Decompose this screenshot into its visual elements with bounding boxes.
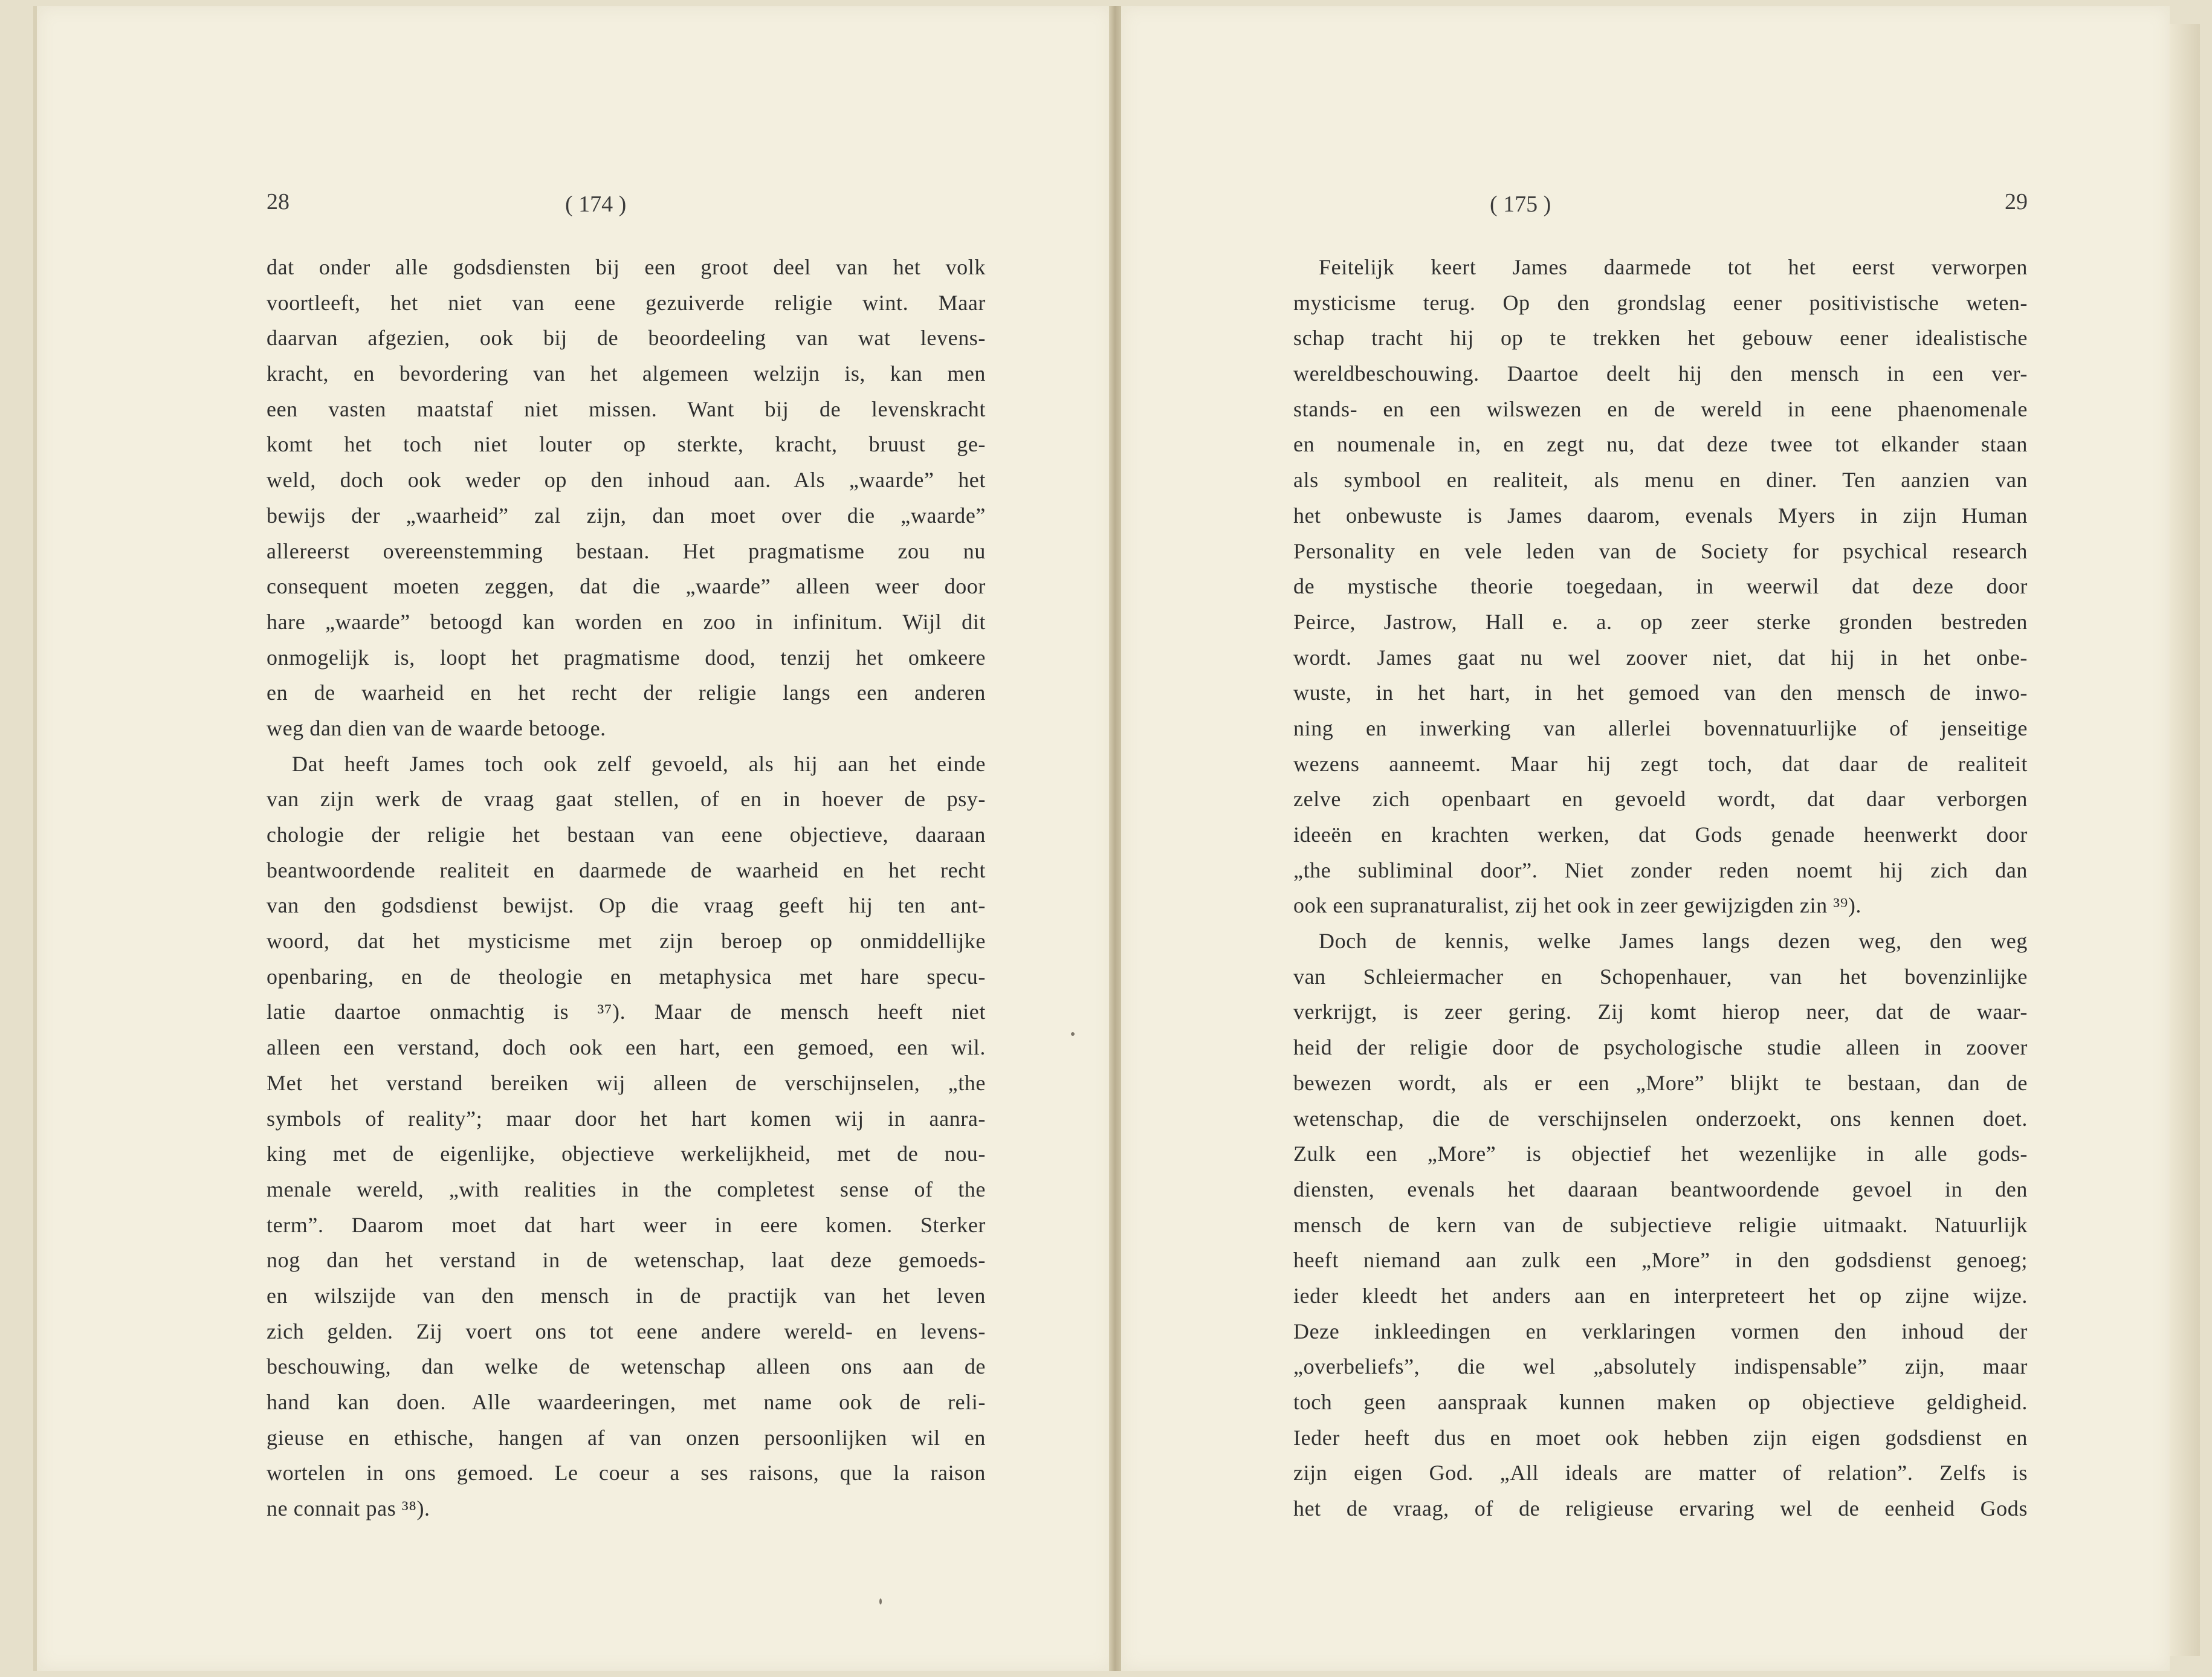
- text-line: ning en inwerking van allerlei bovennatuurlijke of jenseitige: [1293, 716, 2028, 740]
- text-line: stands- en een wilswezen en de wereld in eene phaenomenale: [1293, 396, 2028, 421]
- text-line: het de vraag, of de religieuse ervaring wel de eenheid Gods: [1293, 1496, 2028, 1521]
- text-line: openbaring, en de theologie en metaphysica met hare specu-: [267, 964, 986, 989]
- text-line: weld, doch ook weder op den inhoud aan. Als „waarde” het: [267, 468, 986, 493]
- text-line: mensch de kern van de subjectieve religie uitmaakt. Natuurlijk: [1293, 1212, 2028, 1237]
- text-line: daarvan afgezien, ook bij de beoordeeling van wat levens-: [267, 326, 986, 351]
- book-gutter: [1109, 6, 1122, 1671]
- left-bracket-number: ( 174 ): [565, 192, 627, 217]
- text-line: de mystische theorie toegedaan, in weerwil dat deze door: [1293, 574, 2028, 599]
- text-line: weg dan dien van de waarde betooge.: [267, 716, 606, 740]
- left-page-body-text: [267, 250, 986, 1527]
- text-line: voortleeft, het niet van eene gezuiverde religie wint. Maar: [267, 290, 986, 315]
- left-page-header: [267, 189, 998, 225]
- text-line: onmogelijk is, loopt het pragmatisme dood, tenzij het omkeere: [267, 645, 986, 670]
- text-line: Dat heeft James toch ook zelf gevoeld, als hij aan het einde: [292, 751, 986, 776]
- text-line: consequent moeten zeggen, dat die „waarde” alleen weer door: [267, 574, 986, 599]
- text-line: chologie der religie het bestaan van eene objectieve, daaraan: [267, 822, 986, 847]
- text-line: Feitelijk keert James daarmede tot het eerst verworpen: [1319, 255, 2028, 279]
- left-page-number: 28: [267, 189, 289, 215]
- text-line: beantwoordende realiteit en daarmede de waarheid en het recht: [267, 858, 986, 882]
- text-line: van den godsdienst bewijst. Op die vraag geeft hij ten ant-: [267, 893, 986, 918]
- text-line: term”. Daarom moet dat hart weer in eere komen. Sterker: [267, 1212, 986, 1237]
- text-line: mysticisme terug. Op den grondslag eener positivistische weten-: [1293, 290, 2028, 315]
- text-line: alleen een verstand, doch ook een hart, een gemoed, een wil.: [267, 1035, 986, 1060]
- text-line: zelve zich openbaart en gevoeld wordt, dat daar verborgen: [1293, 787, 2028, 812]
- paper-speck: [1071, 1032, 1075, 1036]
- text-line: menale wereld, „with realities in the completest sense of the: [267, 1177, 986, 1201]
- text-line: en wilszijde van den mensch in de practijk van het leven: [267, 1283, 986, 1308]
- text-line: wezens aanneemt. Maar hij zegt toch, dat daar de realiteit: [1293, 751, 2028, 776]
- text-line: bewijs der „waarheid” zal zijn, dan moet over die „waarde”: [267, 503, 986, 528]
- text-line: nog dan het verstand in de wetenschap, laat deze gemoeds-: [267, 1248, 986, 1273]
- left-page: [33, 6, 1113, 1671]
- text-line: en de waarheid en het recht der religie langs een anderen: [267, 680, 986, 705]
- right-page: [1121, 6, 2170, 1671]
- text-line: Ieder heeft dus en moet ook hebben zijn eigen godsdienst en: [1293, 1425, 2028, 1450]
- text-line: en noumenale in, en zegt nu, dat deze twee tot elkander staan: [1293, 432, 2028, 457]
- text-line: symbols of reality”; maar door het hart komen wij in aanra-: [267, 1106, 986, 1131]
- text-line: kracht, en bevordering van het algemeen welzijn is, kan men: [267, 361, 986, 386]
- text-line: hare „waarde” betoogd kan worden en zoo in infinitum. Wijl dit: [267, 609, 986, 634]
- text-line: van zijn werk de vraag gaat stellen, of en in hoever de psy-: [267, 787, 986, 812]
- text-line: komt het toch niet louter op sterkte, kracht, bruust ge-: [267, 432, 986, 457]
- text-line: beschouwing, dan welke de wetenschap alleen ons aan de: [267, 1354, 986, 1379]
- text-line: heid der religie door de psychologische studie alleen in zoover: [1293, 1035, 2028, 1060]
- right-page-body-text: [1293, 250, 2028, 1527]
- text-line: zich gelden. Zij voert ons tot eene andere wereld- en levens-: [267, 1319, 986, 1343]
- text-line: schap tracht hij op te trekken het gebouw eener idealistische: [1293, 326, 2028, 351]
- text-line: wereldbeschouwing. Daartoe deelt hij den mensch in een ver-: [1293, 361, 2028, 386]
- page-edge: [2170, 24, 2200, 1656]
- text-line: latie daartoe onmachtig is ³⁷). Maar de mensch heeft niet: [267, 1000, 986, 1024]
- text-line: van Schleiermacher en Schopenhauer, van het bovenzinlijke: [1293, 964, 2028, 989]
- text-line: woord, dat het mysticisme met zijn beroep op onmiddellijke: [267, 929, 986, 954]
- text-line: heeft niemand aan zulk een „More” in den godsdienst genoeg;: [1293, 1248, 2028, 1273]
- text-line: als symbool en realiteit, als menu en diner. Ten aanzien van: [1293, 468, 2028, 493]
- text-line: wortelen in ons gemoed. Le coeur a ses raisons, que la raison: [267, 1461, 986, 1485]
- text-line: ook een supranaturalist, zij het ook in zeer gewijzigden zin ³⁹).: [1293, 893, 1862, 918]
- text-line: hand kan doen. Alle waardeeringen, met name ook de reli-: [267, 1390, 986, 1414]
- right-page-number: 29: [2005, 189, 2028, 215]
- text-line: ne connait pas ³⁸).: [267, 1496, 430, 1521]
- text-line: „overbeliefs”, die wel „absolutely indispensable” zijn, maar: [1293, 1354, 2028, 1379]
- text-line: ideeën en krachten werken, dat Gods genade heenwerkt door: [1293, 822, 2028, 847]
- text-line: king met de eigenlijke, objectieve werkelijkheid, met de nou-: [267, 1142, 986, 1166]
- text-line: allereerst overeenstemming bestaan. Het pragmatisme zou nu: [267, 538, 986, 563]
- text-line: verkrijgt, is zeer gering. Zij komt hierop neer, dat de waar-: [1293, 1000, 2028, 1024]
- right-page-header: [1290, 189, 2028, 225]
- text-line: toch geen aanspraak kunnen maken op objectieve geldigheid.: [1293, 1390, 2028, 1414]
- text-line: gieuse en ethische, hangen af van onzen persoonlijken wil en: [267, 1425, 986, 1450]
- text-line: een vasten maatstaf niet missen. Want bij de levenskracht: [267, 396, 986, 421]
- text-line: Zulk een „More” is objectief het wezenlijke in alle gods-: [1293, 1142, 2028, 1166]
- text-line: Personality en vele leden van de Society for psychical research: [1293, 538, 2028, 563]
- paper-speck: [879, 1598, 882, 1604]
- text-line: „the subliminal door”. Niet zonder reden noemt hij zich dan: [1293, 858, 2028, 882]
- text-line: diensten, evenals het daaraan beantwoordende gevoel in den: [1293, 1177, 2028, 1201]
- text-line: Doch de kennis, welke James langs dezen weg, den weg: [1319, 929, 2028, 954]
- text-line: Peirce, Jastrow, Hall e. a. op zeer sterke gronden bestreden: [1293, 609, 2028, 634]
- right-bracket-number: ( 175 ): [1490, 192, 1551, 217]
- text-line: Met het verstand bereiken wij alleen de verschijnselen, „the: [267, 1070, 986, 1095]
- text-line: Deze inkleedingen en verklaringen vormen den inhoud der: [1293, 1319, 2028, 1343]
- text-line: bewezen wordt, als er een „More” blijkt te bestaan, dan de: [1293, 1070, 2028, 1095]
- text-line: zijn eigen God. „All ideals are matter of relation”. Zelfs is: [1293, 1461, 2028, 1485]
- text-line: dat onder alle godsdiensten bij een groot deel van het volk: [267, 255, 986, 279]
- text-line: wordt. James gaat nu wel zoover niet, dat hij in het onbe-: [1293, 645, 2028, 670]
- text-line: wetenschap, die de verschijnselen onderzoekt, ons kennen doet.: [1293, 1106, 2028, 1131]
- text-line: ieder kleedt het anders aan en interpreteert het op zijne wijze.: [1293, 1283, 2028, 1308]
- text-line: wuste, in het hart, in het gemoed van den mensch de inwo-: [1293, 680, 2028, 705]
- text-line: het onbewuste is James daarom, evenals Myers in zijn Human: [1293, 503, 2028, 528]
